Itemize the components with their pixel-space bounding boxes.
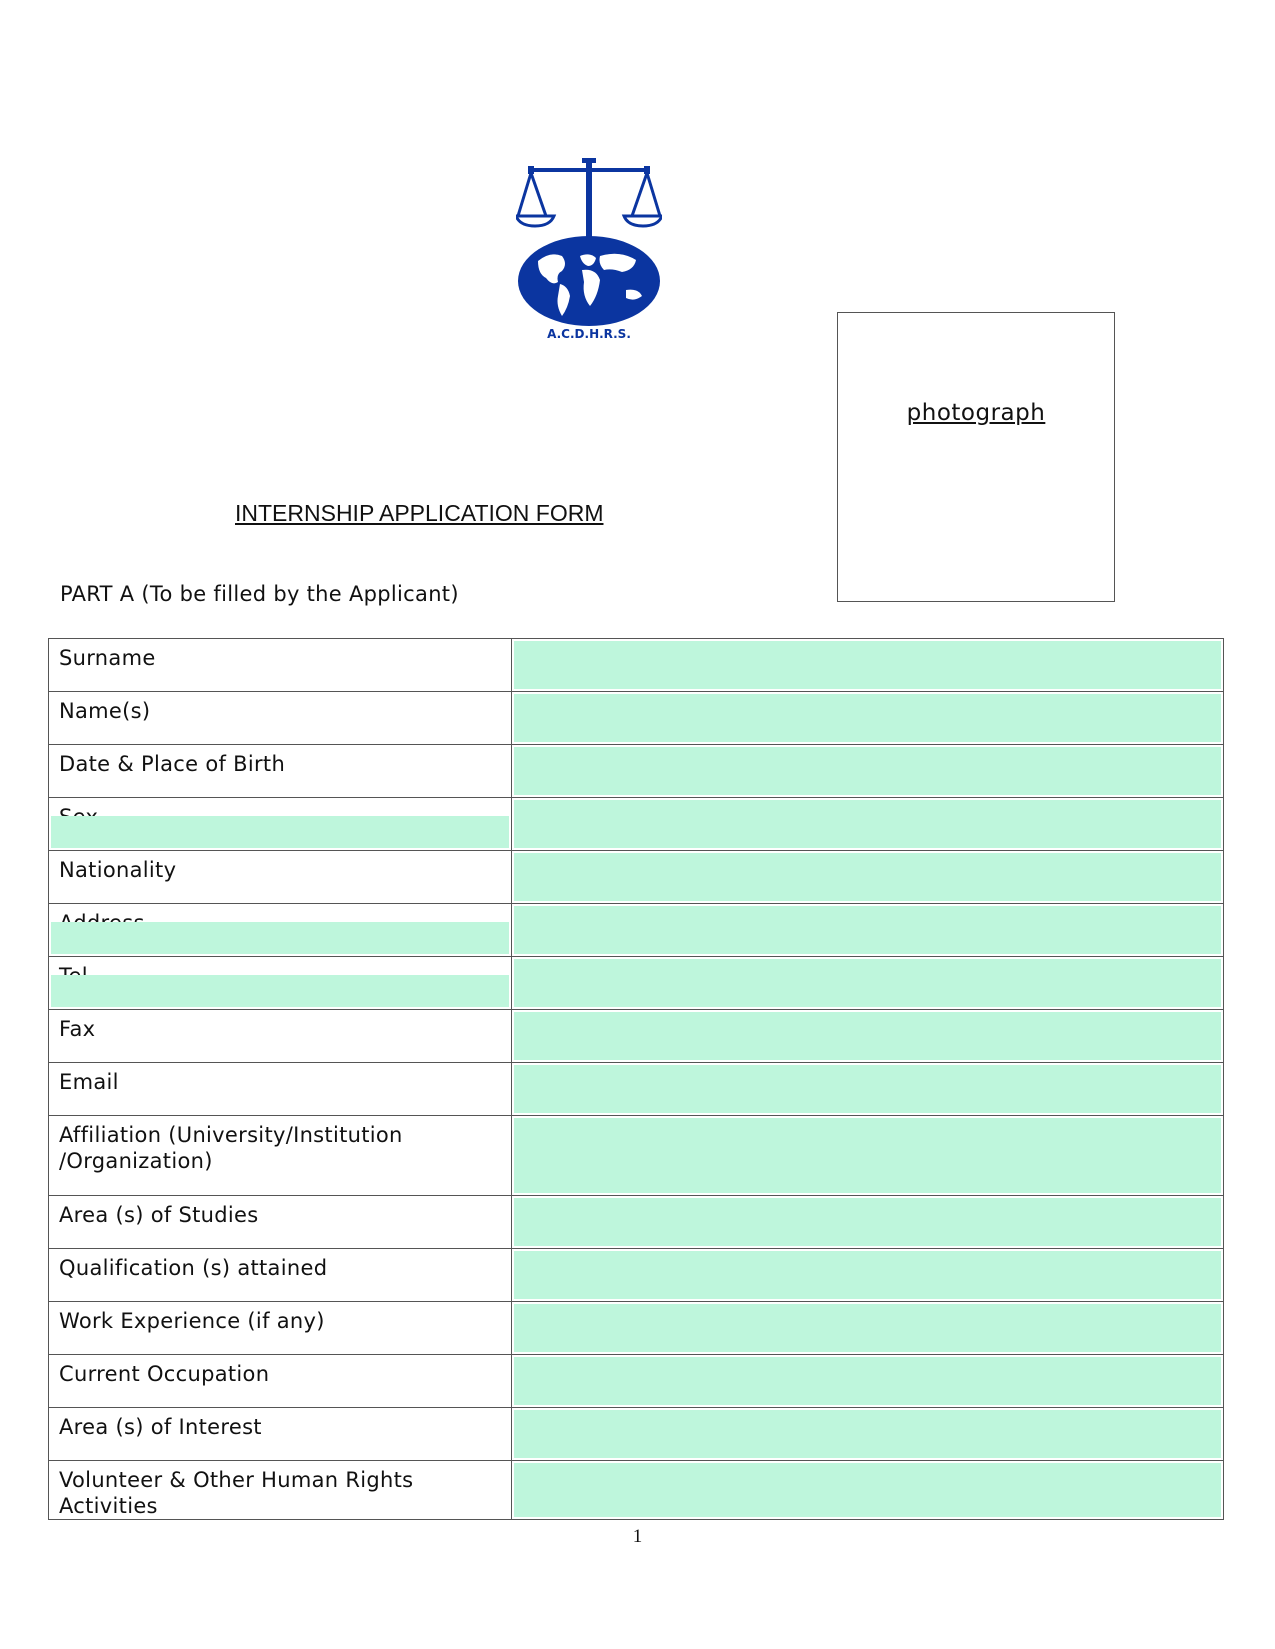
- affiliation-label: Affiliation (University/Institution /Organization): [59, 1123, 403, 1173]
- form-row-fax: [49, 1010, 1224, 1063]
- form-title: INTERNSHIP APPLICATION FORM: [235, 500, 604, 526]
- email-label: Email: [59, 1070, 119, 1094]
- work-experience-field[interactable]: [514, 1304, 1221, 1352]
- form-row-area-of-interest: [49, 1408, 1224, 1461]
- fax-label: Fax: [59, 1017, 96, 1041]
- area-of-interest-label: Area (s) of Interest: [59, 1415, 262, 1439]
- names-field[interactable]: [514, 694, 1221, 742]
- application-form-table: [48, 638, 1224, 1520]
- address-label-field[interactable]: [51, 922, 509, 954]
- date-place-of-birth-field[interactable]: [514, 747, 1221, 795]
- acdhrs-logo: [516, 156, 662, 342]
- area-of-studies-field[interactable]: [514, 1198, 1221, 1246]
- tel-field[interactable]: [514, 959, 1221, 1007]
- area-of-interest-field[interactable]: [514, 1410, 1221, 1458]
- photograph-label: photograph: [906, 400, 1046, 426]
- form-row-date-place-of-birth: [49, 745, 1224, 798]
- page-number: 1: [632, 1526, 643, 1547]
- current-occupation-field[interactable]: [514, 1357, 1221, 1405]
- email-field[interactable]: [514, 1065, 1221, 1113]
- area-of-studies-label: Area (s) of Studies: [59, 1203, 259, 1227]
- fax-field[interactable]: [514, 1012, 1221, 1060]
- form-row-affiliation: [49, 1116, 1224, 1196]
- affiliation-field[interactable]: [514, 1118, 1221, 1193]
- form-row-current-occupation: [49, 1355, 1224, 1408]
- sex-label-field[interactable]: [51, 816, 509, 848]
- form-row-surname: [49, 639, 1224, 692]
- form-row-nationality: [49, 851, 1224, 904]
- current-occupation-label: Current Occupation: [59, 1362, 270, 1386]
- form-row-names: [49, 692, 1224, 745]
- qualification-label: Qualification (s) attained: [59, 1256, 328, 1280]
- date-place-of-birth-label: Date & Place of Birth: [59, 752, 286, 776]
- logo-text: A.C.D.H.R.S.: [547, 327, 631, 341]
- form-row-work-experience: [49, 1302, 1224, 1355]
- form-row-email: [49, 1063, 1224, 1116]
- form-row-volunteer-activities: [49, 1461, 1224, 1520]
- qualification-field[interactable]: [514, 1251, 1221, 1299]
- form-row-tel: [49, 957, 1224, 1010]
- names-label: Name(s): [59, 699, 151, 723]
- address-field[interactable]: [514, 906, 1221, 954]
- part-a-heading: PART A (To be filled by the Applicant): [60, 582, 459, 606]
- nationality-field[interactable]: [514, 853, 1221, 901]
- form-row-qualification: [49, 1249, 1224, 1302]
- sex-field[interactable]: [514, 800, 1221, 848]
- surname-field[interactable]: [514, 641, 1221, 689]
- surname-label: Surname: [59, 646, 156, 670]
- form-row-area-of-studies: [49, 1196, 1224, 1249]
- form-row-address: [49, 904, 1224, 957]
- tel-label-field[interactable]: [51, 975, 509, 1007]
- work-experience-label: Work Experience (if any): [59, 1309, 325, 1333]
- nationality-label: Nationality: [59, 858, 177, 882]
- form-row-sex: [49, 798, 1224, 851]
- volunteer-activities-label: Volunteer & Other Human Rights Activities: [59, 1468, 414, 1518]
- volunteer-activities-field[interactable]: [514, 1463, 1221, 1517]
- photograph-box[interactable]: [837, 312, 1115, 602]
